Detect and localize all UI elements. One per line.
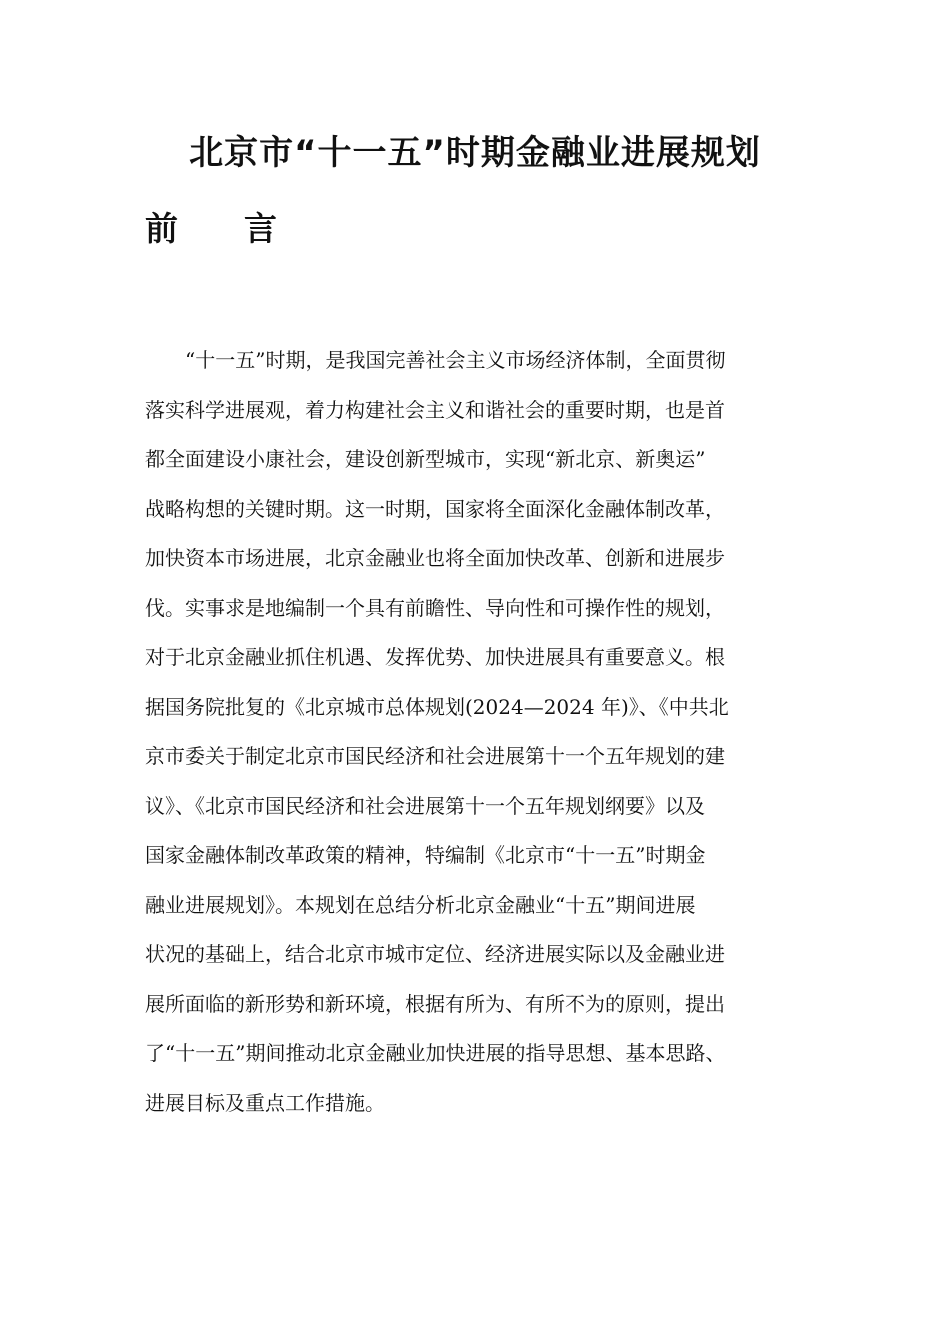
paragraph-line: 融业进展规划》。本规划在总结分析北京金融业“十五”期间进展 [145,892,696,917]
paragraph-line: 都全面建设小康社会，建设创新型城市，实现“新北京、新奥运” [145,447,706,471]
paragraph-line: 京市委关于制定北京市国民经济和社会进展第十一个五年规划的建 [145,744,725,768]
paragraph-line: 国家金融体制改革政策的精神，特编制《北京市“十一五”时期金 [145,843,706,867]
paragraph-line: 伐。实事求是地编制一个具有前瞻性、导向性和可操作性的规划， [145,595,725,620]
paragraph-line: 状况的基础上，结合北京市城市定位、经济进展实际以及金融业进 [145,942,725,966]
document-title: 北京市“十一五”时期金融业进展规划 [189,133,761,173]
paragraph-line: 议》、《北京市国民经济和社会进展第十一个五年规划纲要》以及 [145,793,705,818]
paragraph-line: 落实科学进展观，着力构建社会主义和谐社会的重要时期，也是首 [145,397,725,422]
paragraph-line: 战略构想的关键时期。这一时期，国家将全面深化金融体制改革， [145,496,725,521]
paragraph-line: 加快资本市场进展，北京金融业也将全面加快改革、创新和进展步 [145,546,725,570]
paragraph-line: “十一五”时期，是我国完善社会主义市场经济体制，全面贯彻 [185,348,726,372]
paragraph-line: 展所面临的新形势和新环境，根据有所为、有所不为的原则，提出 [145,991,725,1016]
paragraph-line: 据国务院批复的《北京城市总体规划(2024—2024 年)》、《中共北 [145,694,729,719]
paragraph-line: 了“十一五”期间推动北京金融业加快进展的指导思想、基本思路、 [145,1041,726,1065]
section-heading-preface: 前 言 [145,209,277,248]
paragraph-line: 对于北京金融业抓住机遇、发挥优势、加快进展具有重要意义。根 [145,645,725,669]
paragraph-line: 进展目标及重点工作措施。 [145,1090,385,1115]
preface-paragraph [145,336,835,1128]
